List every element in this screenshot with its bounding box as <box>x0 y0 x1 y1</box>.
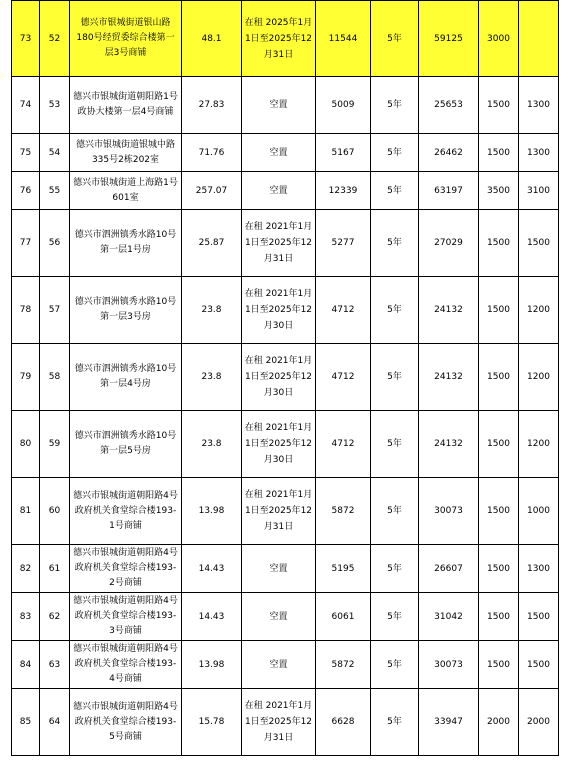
term-cell: 5年 <box>371 344 419 411</box>
table-row <box>12 210 559 277</box>
area-cell: 27.83 <box>182 77 242 134</box>
deposit-cell: 1500 <box>479 210 519 277</box>
row-number: 78 <box>12 277 40 344</box>
deposit-cell: 1500 <box>479 411 519 478</box>
rent-cell: 1500 <box>519 593 559 641</box>
price-cell: 5872 <box>316 641 371 689</box>
status-cell: 空置 <box>242 593 316 641</box>
term-cell: 5年 <box>371 77 419 134</box>
total-cell: 59125 <box>419 1 479 77</box>
status-cell: 空置 <box>242 641 316 689</box>
sub-number: 63 <box>40 641 70 689</box>
table-row <box>12 641 559 689</box>
table-row <box>12 1 559 77</box>
address-cell: 德兴市泗洲镇秀水路10号第一层1号房 <box>70 210 182 277</box>
price-cell: 5167 <box>316 134 371 172</box>
total-cell: 31042 <box>419 593 479 641</box>
price-cell: 4712 <box>316 411 371 478</box>
rent-cell: 1300 <box>519 545 559 593</box>
sub-number: 54 <box>40 134 70 172</box>
status-cell: 在租 2021年1月1日至2025年12月30日 <box>242 277 316 344</box>
address-cell: 德兴市泗洲镇秀水路10号第一层4号房 <box>70 344 182 411</box>
area-cell: 48.1 <box>182 1 242 77</box>
table-row <box>12 593 559 641</box>
status-cell: 在租 2021年1月1日至2025年12月31日 <box>242 210 316 277</box>
deposit-cell: 1500 <box>479 277 519 344</box>
area-cell: 15.78 <box>182 689 242 756</box>
area-cell: 71.76 <box>182 134 242 172</box>
rent-cell: 1200 <box>519 277 559 344</box>
term-cell: 5年 <box>371 134 419 172</box>
row-number: 79 <box>12 344 40 411</box>
row-number: 81 <box>12 478 40 545</box>
price-cell: 5009 <box>316 77 371 134</box>
term-cell: 5年 <box>371 411 419 478</box>
deposit-cell: 1500 <box>479 545 519 593</box>
term-cell: 5年 <box>371 641 419 689</box>
status-cell: 空置 <box>242 172 316 210</box>
rent-cell: 2000 <box>519 689 559 756</box>
row-number: 74 <box>12 77 40 134</box>
deposit-cell: 1500 <box>479 344 519 411</box>
row-number: 75 <box>12 134 40 172</box>
row-number: 85 <box>12 689 40 756</box>
address-cell: 德兴市银城街道朝阳路1号政协大楼第一层4号商铺 <box>70 77 182 134</box>
sub-number: 61 <box>40 545 70 593</box>
status-cell: 在租 2021年1月1日至2025年12月31日 <box>242 689 316 756</box>
address-cell: 德兴市银城街道朝阳路4号政府机关食堂综合楼193-3号商铺 <box>70 593 182 641</box>
area-cell: 257.07 <box>182 172 242 210</box>
term-cell: 5年 <box>371 545 419 593</box>
area-cell: 13.98 <box>182 641 242 689</box>
term-cell: 5年 <box>371 210 419 277</box>
deposit-cell: 3500 <box>479 172 519 210</box>
deposit-cell: 2000 <box>479 689 519 756</box>
sub-number: 55 <box>40 172 70 210</box>
sub-number: 52 <box>40 1 70 77</box>
rent-cell: 3100 <box>519 172 559 210</box>
sub-number: 53 <box>40 77 70 134</box>
address-cell: 德兴市泗洲镇秀水路10号第一层3号房 <box>70 277 182 344</box>
rent-cell: 1200 <box>519 344 559 411</box>
area-cell: 23.8 <box>182 411 242 478</box>
total-cell: 24132 <box>419 344 479 411</box>
property-table <box>11 0 559 756</box>
sub-number: 59 <box>40 411 70 478</box>
address-cell: 德兴市银城街道朝阳路4号政府机关食堂综合楼193-5号商铺 <box>70 689 182 756</box>
address-cell: 德兴市银城街道朝阳路4号政府机关食堂综合楼193-1号商铺 <box>70 478 182 545</box>
total-cell: 26462 <box>419 134 479 172</box>
address-cell: 德兴市泗洲镇秀水路10号第一层5号房 <box>70 411 182 478</box>
row-number: 77 <box>12 210 40 277</box>
deposit-cell: 1500 <box>479 77 519 134</box>
price-cell: 6628 <box>316 689 371 756</box>
rent-cell: 1300 <box>519 134 559 172</box>
price-cell: 11544 <box>316 1 371 77</box>
deposit-cell: 1500 <box>479 641 519 689</box>
table-row <box>12 134 559 172</box>
sub-number: 57 <box>40 277 70 344</box>
total-cell: 30073 <box>419 641 479 689</box>
area-cell: 13.98 <box>182 478 242 545</box>
price-cell: 5277 <box>316 210 371 277</box>
row-number: 73 <box>12 1 40 77</box>
term-cell: 5年 <box>371 1 419 77</box>
rent-cell <box>519 1 559 77</box>
area-cell: 23.8 <box>182 344 242 411</box>
deposit-cell: 1500 <box>479 593 519 641</box>
term-cell: 5年 <box>371 689 419 756</box>
area-cell: 23.8 <box>182 277 242 344</box>
status-cell: 在租 2021年1月1日至2025年12月30日 <box>242 344 316 411</box>
status-cell: 在租 2021年1月1日至2025年12月30日 <box>242 411 316 478</box>
table-row <box>12 77 559 134</box>
table-row <box>12 545 559 593</box>
address-cell: 德兴市银城街道朝阳路4号政府机关食堂综合楼193-4号商铺 <box>70 641 182 689</box>
rent-cell: 1300 <box>519 77 559 134</box>
deposit-cell: 1500 <box>479 478 519 545</box>
total-cell: 24132 <box>419 411 479 478</box>
address-cell: 德兴市银城街道朝阳路4号政府机关食堂综合楼193-2号商铺 <box>70 545 182 593</box>
total-cell: 63197 <box>419 172 479 210</box>
price-cell: 5195 <box>316 545 371 593</box>
price-cell: 4712 <box>316 344 371 411</box>
rent-cell: 1500 <box>519 210 559 277</box>
address-cell: 德兴市银城街道银山路180号经贸委综合楼第一层3号商铺 <box>70 1 182 77</box>
table-row <box>12 478 559 545</box>
status-cell: 空置 <box>242 545 316 593</box>
total-cell: 30073 <box>419 478 479 545</box>
price-cell: 6061 <box>316 593 371 641</box>
sub-number: 56 <box>40 210 70 277</box>
table-row <box>12 344 559 411</box>
rent-cell: 1200 <box>519 411 559 478</box>
price-cell: 5872 <box>316 478 371 545</box>
table-row <box>12 277 559 344</box>
area-cell: 14.43 <box>182 545 242 593</box>
term-cell: 5年 <box>371 593 419 641</box>
total-cell: 24132 <box>419 277 479 344</box>
rent-cell: 1000 <box>519 478 559 545</box>
table-row <box>12 172 559 210</box>
status-cell: 空置 <box>242 77 316 134</box>
table-row <box>12 689 559 756</box>
sub-number: 60 <box>40 478 70 545</box>
sub-number: 64 <box>40 689 70 756</box>
sub-number: 58 <box>40 344 70 411</box>
deposit-cell: 3000 <box>479 1 519 77</box>
total-cell: 27029 <box>419 210 479 277</box>
deposit-cell: 1500 <box>479 134 519 172</box>
rent-cell: 1500 <box>519 641 559 689</box>
row-number: 82 <box>12 545 40 593</box>
price-cell: 4712 <box>316 277 371 344</box>
table-row <box>12 411 559 478</box>
table-body <box>12 1 559 756</box>
term-cell: 5年 <box>371 172 419 210</box>
total-cell: 26607 <box>419 545 479 593</box>
total-cell: 33947 <box>419 689 479 756</box>
address-cell: 德兴市银城街道银城中路335号2栋202室 <box>70 134 182 172</box>
row-number: 80 <box>12 411 40 478</box>
term-cell: 5年 <box>371 277 419 344</box>
total-cell: 25653 <box>419 77 479 134</box>
area-cell: 14.43 <box>182 593 242 641</box>
status-cell: 在租 2021年1月1日至2025年12月31日 <box>242 478 316 545</box>
status-cell: 空置 <box>242 134 316 172</box>
term-cell: 5年 <box>371 478 419 545</box>
address-cell: 德兴市银城街道上海路1号601室 <box>70 172 182 210</box>
row-number: 83 <box>12 593 40 641</box>
row-number: 84 <box>12 641 40 689</box>
row-number: 76 <box>12 172 40 210</box>
sub-number: 62 <box>40 593 70 641</box>
area-cell: 25.87 <box>182 210 242 277</box>
status-cell: 在租 2025年1月1日至2025年12月31日 <box>242 1 316 77</box>
price-cell: 12339 <box>316 172 371 210</box>
